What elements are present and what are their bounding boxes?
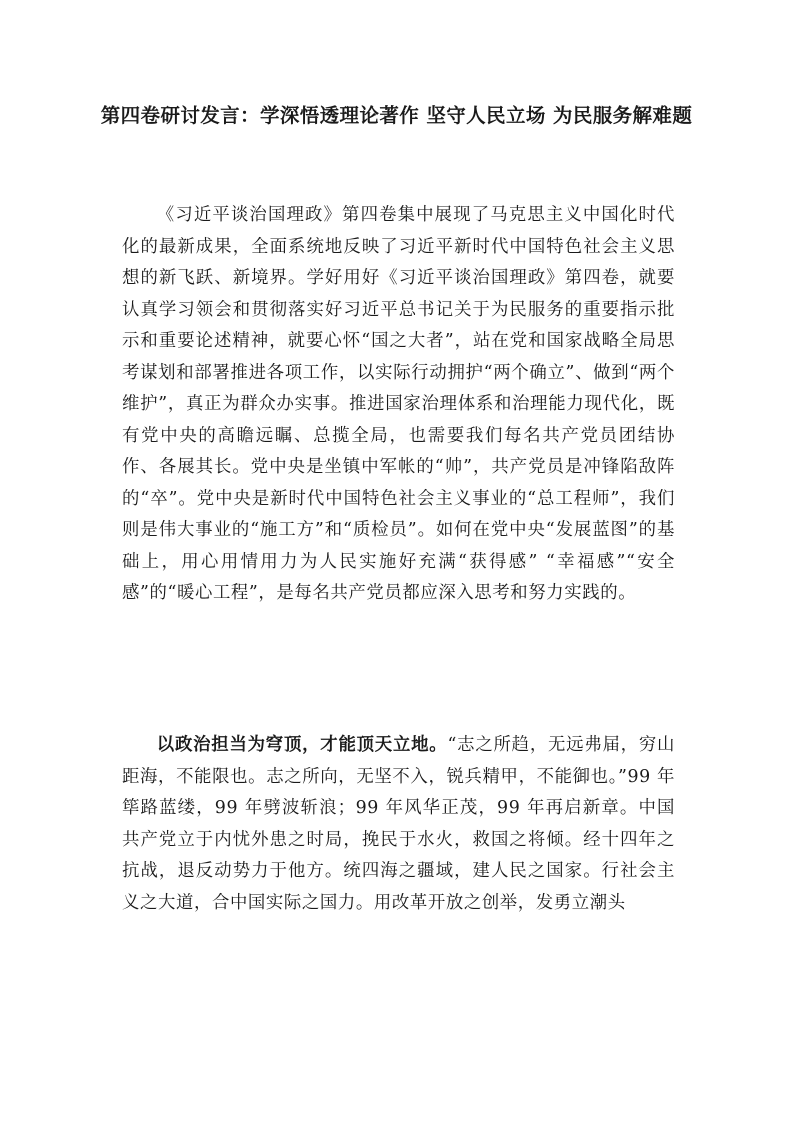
body-paragraph — [122, 200, 675, 610]
document-title: 第四卷研讨发言：学深悟透理论著作 坚守人民立场 为民服务解难题 — [100, 104, 693, 127]
paragraph-text: 《习近平谈治国理政》第四卷集中展现了马克思主义中国化时代化的最新成果，全面系统地反映了习近平新时代中国特色社会主义思想的新飞跃、新境界。学好用好《习近平谈治国理政》第四卷，就要认真学习领会和贯彻落实好习近平总书记关于为民服务的重要指示批示和重要论述精神，就要心怀“国之大者”，站在党和国家战略全局思考谋划和部署推进各项工作，以实际行动拥护“两个确立”、做到“两个维护”，真正为群众办实事。推进国家治理体系和治理能力现代化，既有党中央的高瞻远瞩、总揽全局，也需要我们每名共产党员团结协作、各展其长。党中央是坐镇中军帐的“帅”，共产党员是冲锋陷敌阵的“卒”。党中央是新时代中国特色社会主义事业的“总工程师”，我们则是伟大事业的“施工方”和“质检员”。如何在党中央“发展蓝图”的基础上，用心用情用力为人民实施好充满“获得感” “幸福感”“安全感”的“暖心工程”，是每名共产党员都应深入思考和努力实践的。 — [122, 205, 675, 603]
paragraph-text: “志之所趋，无远弗届，穷山距海，不能限也。志之所向，无坚不入，锐兵精甲，不能御也。”99 年筚路蓝缕，99 年劈波斩浪；99 年风华正茂，99 年再启新章。中国共产党立于内忧外患之时局，挽民于水火，救国之将倾。经十四年之抗战，退反动势力于他方。统四海之疆域，建人民之国家。行社会主义之大道，合中国实际之国力。用改革开放之创举，发勇立潮头 — [122, 735, 675, 913]
body-paragraph — [122, 730, 675, 919]
paragraph-lead-sentence: 以政治担当为穹顶，才能顶天立地。 — [156, 735, 448, 755]
